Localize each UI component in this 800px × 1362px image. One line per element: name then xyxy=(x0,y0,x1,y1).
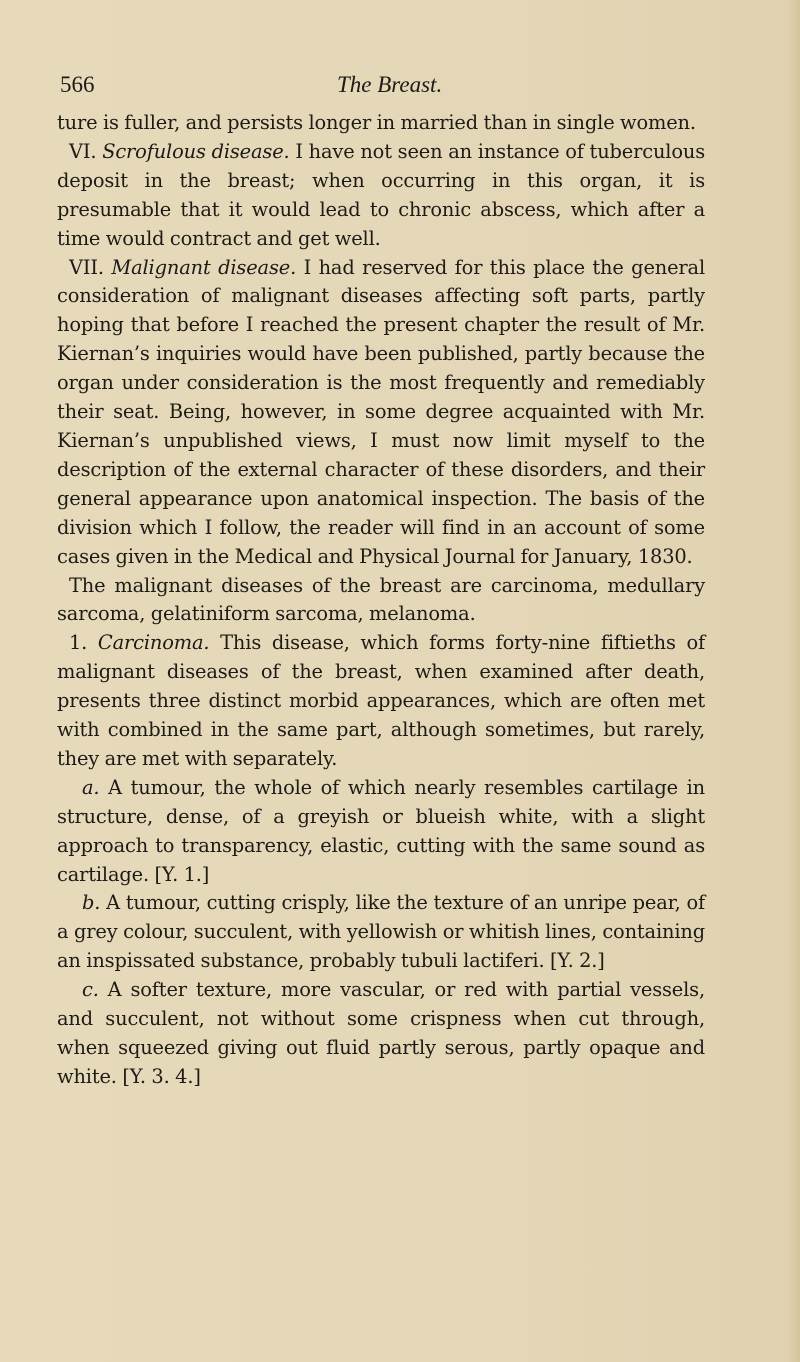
section-label: VII. xyxy=(69,255,104,279)
section-heading: Carcinoma. xyxy=(97,631,210,655)
body-text xyxy=(57,109,705,1092)
page-number: 566 xyxy=(60,72,95,97)
paragraph-carcinoma xyxy=(57,629,705,774)
paragraph-item-a xyxy=(57,774,705,890)
section-label: 1. xyxy=(69,631,88,655)
section-label: VI. xyxy=(69,139,97,163)
running-title: The Breast. xyxy=(337,72,443,97)
page-header xyxy=(0,72,800,112)
paragraph-text: This disease, which forms forty-nine fiftieths of malignant diseases of the breast, when examined after death, presents three distinct morbid appearances, which are often met with combined in the same part, although sometimes, but rarely, they are met with separately. xyxy=(57,631,706,770)
paragraph-malignant-list xyxy=(57,572,705,630)
paragraph-scrofulous-disease xyxy=(57,138,705,254)
section-heading: Scrofulous disease. xyxy=(102,139,290,163)
item-label: c. xyxy=(82,978,99,1002)
paragraph-item-c xyxy=(57,976,705,1092)
paragraph-text: A tumour, the whole of which nearly resembles cartilage in structure, dense, of a greyish or blueish white, with a slight approach to transparency, elastic, cutting with the same sound as cartilage. [Y. 1.] xyxy=(57,775,705,886)
paragraph-text: ture is fuller, and persists longer in married than in single women. xyxy=(57,111,696,134)
paragraph-text: A softer texture, more vascular, or red with partial vessels, and succulent, not without some crispness when cut through, when squeezed giving out fluid partly serous, partly opaque and white. [Y. 3. 4.] xyxy=(57,978,705,1088)
paragraph-text: I had reserved for this place the general consideration of malignant diseases affecting soft parts, partly hoping that before I reached the present chapter the result of Mr. Kiernan’s inquiries would have been published, partly because the organ under consideration is the most frequently and remediably their seat. Being, however, in some degree acquainted with Mr. Kiernan’s unpublished views, I must now limit myself to the description of the external character of these disorders, and their general appearance upon anatomical inspection. The basis of the division which I follow, the reader will find in an account of some cases given in the Medical and Physical Journal for January, 1830. xyxy=(57,255,706,568)
paragraph-continuation xyxy=(57,109,705,138)
item-label: a. xyxy=(82,775,100,799)
paragraph-text: The malignant diseases of the breast are carcinoma, medullary sarcoma, gelatiniform sarcoma, melanoma. xyxy=(57,573,705,626)
paragraph-text: I have not seen an instance of tuberculous deposit in the breast; when occurring in this organ, it is presumable that it would lead to chronic abscess, which after a time would contract and get well. xyxy=(57,139,705,250)
paragraph-malignant-disease xyxy=(57,254,705,572)
section-heading: Malignant disease. xyxy=(111,255,297,279)
paragraph-text: A tumour, cutting crisply, like the texture of an unripe pear, of a grey colour, succulent, with yellowish or whitish lines, containing an inspissated substance, probably tubuli lactiferi. [Y. 2.] xyxy=(57,891,705,973)
page-edge-shadow xyxy=(786,0,800,1362)
item-label: b. xyxy=(82,891,101,915)
paragraph-item-b xyxy=(57,889,705,976)
